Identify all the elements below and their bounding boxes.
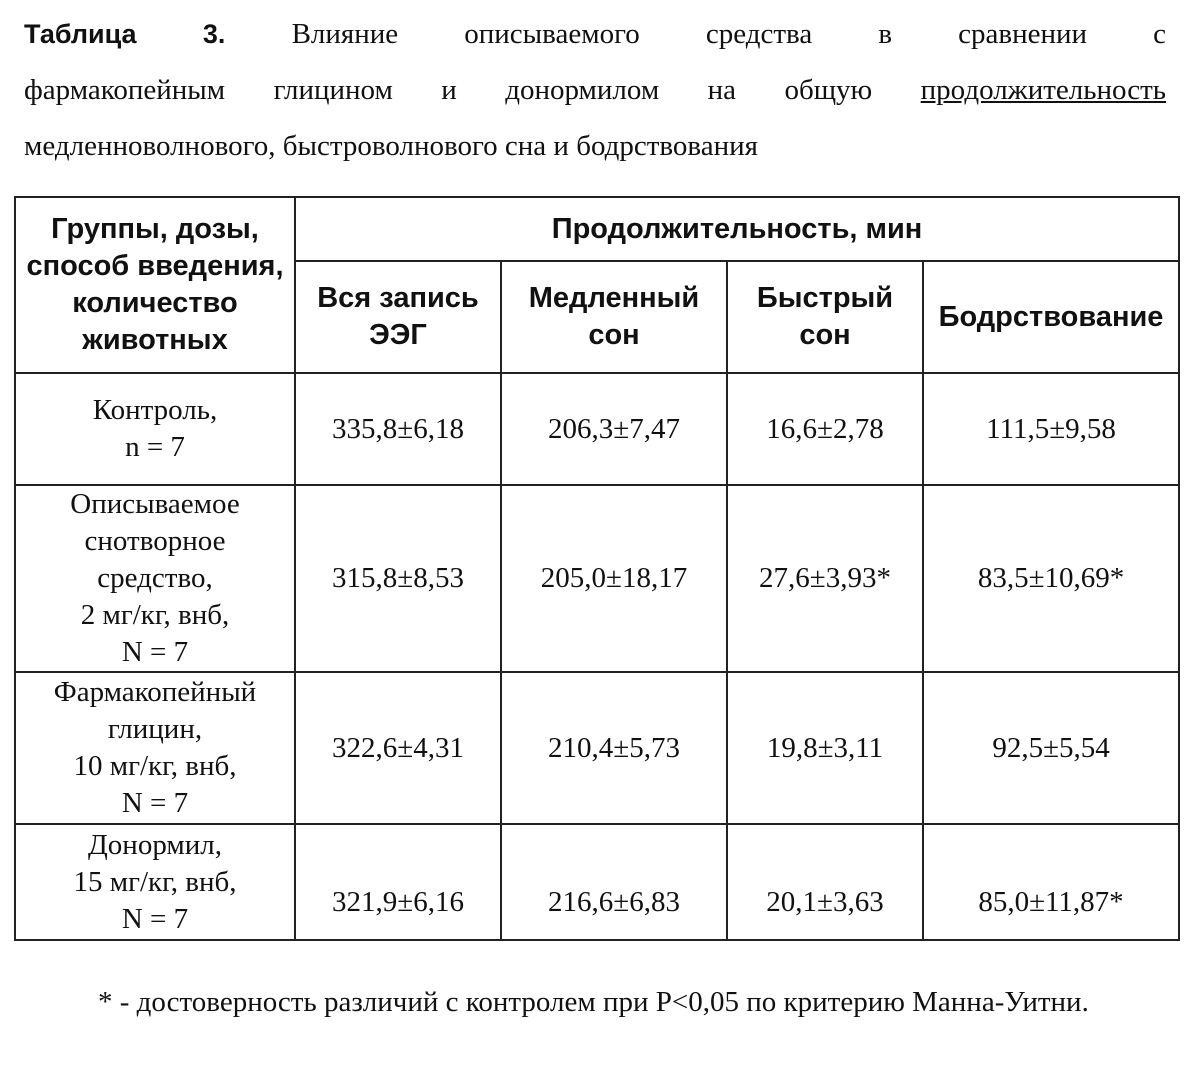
caption-line-3: медленноволнового, быстроволнового сна и бодрствования	[24, 130, 758, 162]
column-header-wakefulness: Бодрствование	[923, 261, 1179, 373]
group-column-header: Группы, дозы, способ введения, количество животных	[15, 197, 295, 373]
caption-title-part-2: фармакопейным глицином и донормилом на общую	[24, 74, 873, 106]
caption-title-part-1: Влияние описываемого средства в сравнении с	[291, 18, 1167, 50]
row-name-line: N = 7	[121, 636, 189, 668]
column-header-fast-sleep: Быстрый сон	[727, 261, 923, 373]
row-name-line: Описываемое	[70, 488, 240, 520]
table-row	[15, 485, 1179, 672]
row-name-line: снотворное	[84, 525, 226, 557]
row-group-name	[15, 824, 295, 940]
value-cell: 16,6±2,78	[727, 373, 923, 485]
table-row	[15, 672, 1179, 824]
row-name-line: 10 мг/кг, внб,	[73, 750, 237, 782]
column-header-eeg: Вся запись ЭЭГ	[295, 261, 501, 373]
row-name-line: N = 7	[121, 787, 189, 819]
row-name-line: Донормил,	[88, 828, 222, 861]
value-cell: 111,5±9,58	[923, 373, 1179, 485]
row-name-line: глицин,	[107, 713, 203, 745]
row-name-line: 15 мг/кг, внб,	[73, 865, 237, 898]
row-group-name	[15, 672, 295, 824]
value-cell: 27,6±3,93*	[727, 485, 923, 672]
table-caption	[24, 6, 1166, 174]
value-cell: 205,0±18,17	[501, 485, 727, 672]
row-name-line: средство,	[97, 562, 213, 594]
value-cell: 315,8±8,53	[295, 485, 501, 672]
caption-line-2	[24, 62, 1166, 118]
row-group-name	[15, 485, 295, 672]
duration-header: Продолжительность, мин	[295, 197, 1179, 261]
row-name-line: n = 7	[125, 431, 185, 463]
value-cell: 216,6±6,83	[501, 824, 727, 940]
value-cell: 210,4±5,73	[501, 672, 727, 824]
value-cell: 19,8±3,11	[727, 672, 923, 824]
caption-underlined-word: продолжительность	[920, 74, 1166, 106]
value-cell: 206,3±7,47	[501, 373, 727, 485]
table-row	[15, 373, 1179, 485]
results-table	[14, 196, 1180, 941]
value-cell: 335,8±6,18	[295, 373, 501, 485]
row-name-line: Фармакопейный	[53, 676, 257, 708]
value-cell: 85,0±11,87*	[923, 824, 1179, 940]
value-cell: 83,5±10,69*	[923, 485, 1179, 672]
column-header-slow-sleep: Медленный сон	[501, 261, 727, 373]
footnote: * - достоверность различий с контролем при P<0,05 по критерию Манна-Уитни.	[98, 986, 1089, 1018]
value-cell: 20,1±3,63	[727, 824, 923, 940]
row-name-line: N = 7	[121, 902, 189, 935]
value-cell: 92,5±5,54	[923, 672, 1179, 824]
row-name-line: 2 мг/кг, внб,	[80, 599, 230, 631]
caption-line-1	[24, 6, 1166, 62]
caption-label: Таблица 3.	[24, 19, 226, 49]
table-row	[15, 824, 1179, 940]
value-cell: 321,9±6,16	[295, 824, 501, 940]
header-row-1	[15, 197, 1179, 261]
row-group-name	[15, 373, 295, 485]
row-name-line: Контроль,	[92, 394, 218, 426]
value-cell: 322,6±4,31	[295, 672, 501, 824]
